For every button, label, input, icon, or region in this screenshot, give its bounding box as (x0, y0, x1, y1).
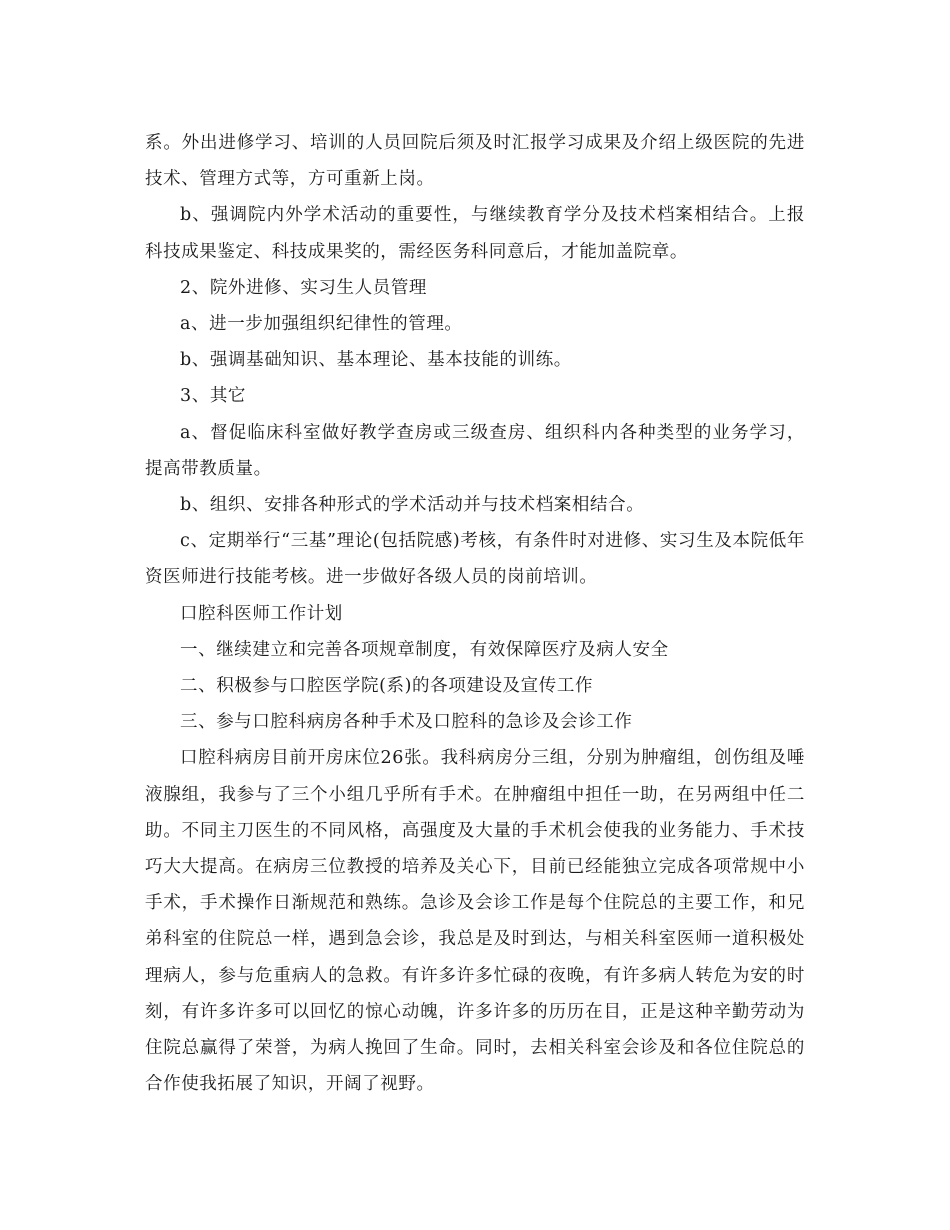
section-heading-trainee-management: 2、院外进修、实习生人员管理 (180, 277, 428, 298)
paragraph-basic-skills: b、强调基础知识、基本理论、基本技能的训练。 (180, 350, 572, 371)
section-heading-other: 3、其它 (180, 386, 247, 407)
paragraph-academic-forms: b、组织、安排各种形式的学术活动并与技术档案相结合。 (180, 495, 645, 516)
plan-item-three: 三、参与口腔科病房各种手术及口腔科的急诊及会诊工作 (180, 712, 633, 733)
paragraph-teaching-rounds: a、督促临床科室做好教学查房或三级查房、组织科内各种类型的业务学习，提高带教质量。 (145, 422, 805, 479)
paragraph-discipline: a、进一步加强组织纪律性的管理。 (180, 314, 463, 335)
paragraph-ward-work: 口腔科病房目前开房床位26张。我科病房分三组，分别为肿瘤组，创伤组及唾液腺组，我参与了三个小组几乎所有手术。在肿瘤组中担任一助，在另两组中任二助。不同主刀医生的不同风格，高强度及大量的手术机会使我的业务能力、手术技巧大大提高。在病房三位教授的培养及关心下，目前已经能独立完成各项常规中小手术，手术操作日渐规范和熟练。急诊及会诊工作是每个住院总的主要工作，和兄弟科室的住院总一样，遇到急会诊，我总是及时到达，与相关科室医师一道积极处理病人，参与危重病人的急救。有许多许多忙碌的夜晚，有许多病人转危为安的时刻，有许多许多可以回忆的惊心动魄，许多许多的历历在目，正是这种辛勤劳动为住院总赢得了荣誉，为病人挽回了生命。同时，去相关科室会诊及和各位住院总的合作使我拓展了知识，开阔了视野。 (145, 748, 805, 1095)
document-subtitle: 口腔科医师工作计划 (180, 603, 343, 624)
paragraph-continuation: 系。外出进修学习、培训的人员回院后须及时汇报学习成果及介绍上级医院的先进技术、管理方式等，方可重新上岗。 (145, 133, 805, 190)
document-body (145, 125, 805, 1102)
plan-item-two: 二、积极参与口腔医学院(系)的各项建设及宣传工作 (180, 676, 594, 697)
paragraph-three-basics: c、定期举行“三基”理论(包括院感)考核，有条件时对进修、实习生及本院低年资医师进行技能考核。进一步做好各级人员的岗前培训。 (145, 531, 805, 588)
plan-item-one: 一、继续建立和完善各项规章制度，有效保障医疗及病人安全 (180, 639, 669, 660)
paragraph-academic-activities: b、强调院内外学术活动的重要性，与继续教育学分及技术档案相结合。上报科技成果鉴定、科技成果奖的，需经医务科同意后，才能加盖院章。 (145, 205, 805, 262)
